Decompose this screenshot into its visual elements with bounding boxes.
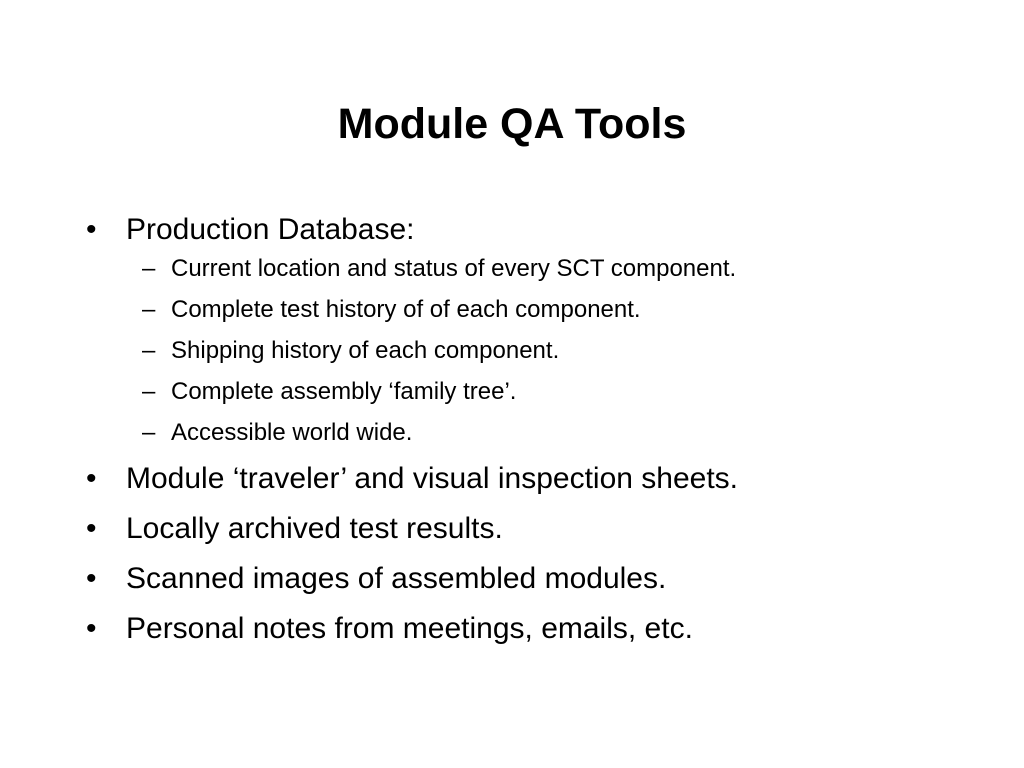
- sub-bullet-marker: –: [142, 337, 156, 364]
- bullet-text: Production Database:: [126, 213, 415, 246]
- sub-bullet-marker: –: [142, 378, 156, 405]
- slide-title: Module QA Tools: [337, 100, 687, 148]
- sub-bullet-list: [126, 254, 982, 448]
- bullet-item: [82, 509, 982, 549]
- sub-bullet-text: Accessible world wide.: [171, 419, 413, 446]
- bullet-marker: •: [86, 512, 97, 545]
- bullet-text: Module ‘traveler’ and visual inspection sheets.: [126, 462, 738, 495]
- sub-bullet-item: [126, 295, 982, 325]
- bullet-item: [82, 459, 982, 499]
- bullet-item: [82, 559, 982, 599]
- sub-bullet-item: [126, 418, 982, 448]
- bullet-item: [82, 609, 982, 649]
- sub-bullet-marker: –: [142, 419, 156, 446]
- bullet-item: [82, 210, 982, 448]
- sub-bullet-marker: –: [142, 255, 156, 282]
- sub-bullet-item: [126, 254, 982, 284]
- sub-bullet-item: [126, 336, 982, 366]
- sub-bullet-text: Complete assembly ‘family tree’.: [171, 378, 517, 405]
- bullet-text: Scanned images of assembled modules.: [126, 562, 667, 595]
- sub-bullet-marker: –: [142, 296, 156, 323]
- sub-bullet-text: Complete test history of of each component.: [171, 296, 641, 323]
- bullet-marker: •: [86, 462, 97, 495]
- bullet-marker: •: [86, 612, 97, 645]
- sub-bullet-text: Current location and status of every SCT component.: [171, 255, 737, 282]
- bullet-text: Personal notes from meetings, emails, etc.: [126, 612, 693, 645]
- bullet-marker: •: [86, 213, 97, 246]
- bullet-text: Locally archived test results.: [126, 512, 503, 545]
- sub-bullet-item: [126, 377, 982, 407]
- bullet-marker: •: [86, 562, 97, 595]
- bullet-list: [82, 210, 982, 659]
- sub-bullet-text: Shipping history of each component.: [171, 337, 560, 364]
